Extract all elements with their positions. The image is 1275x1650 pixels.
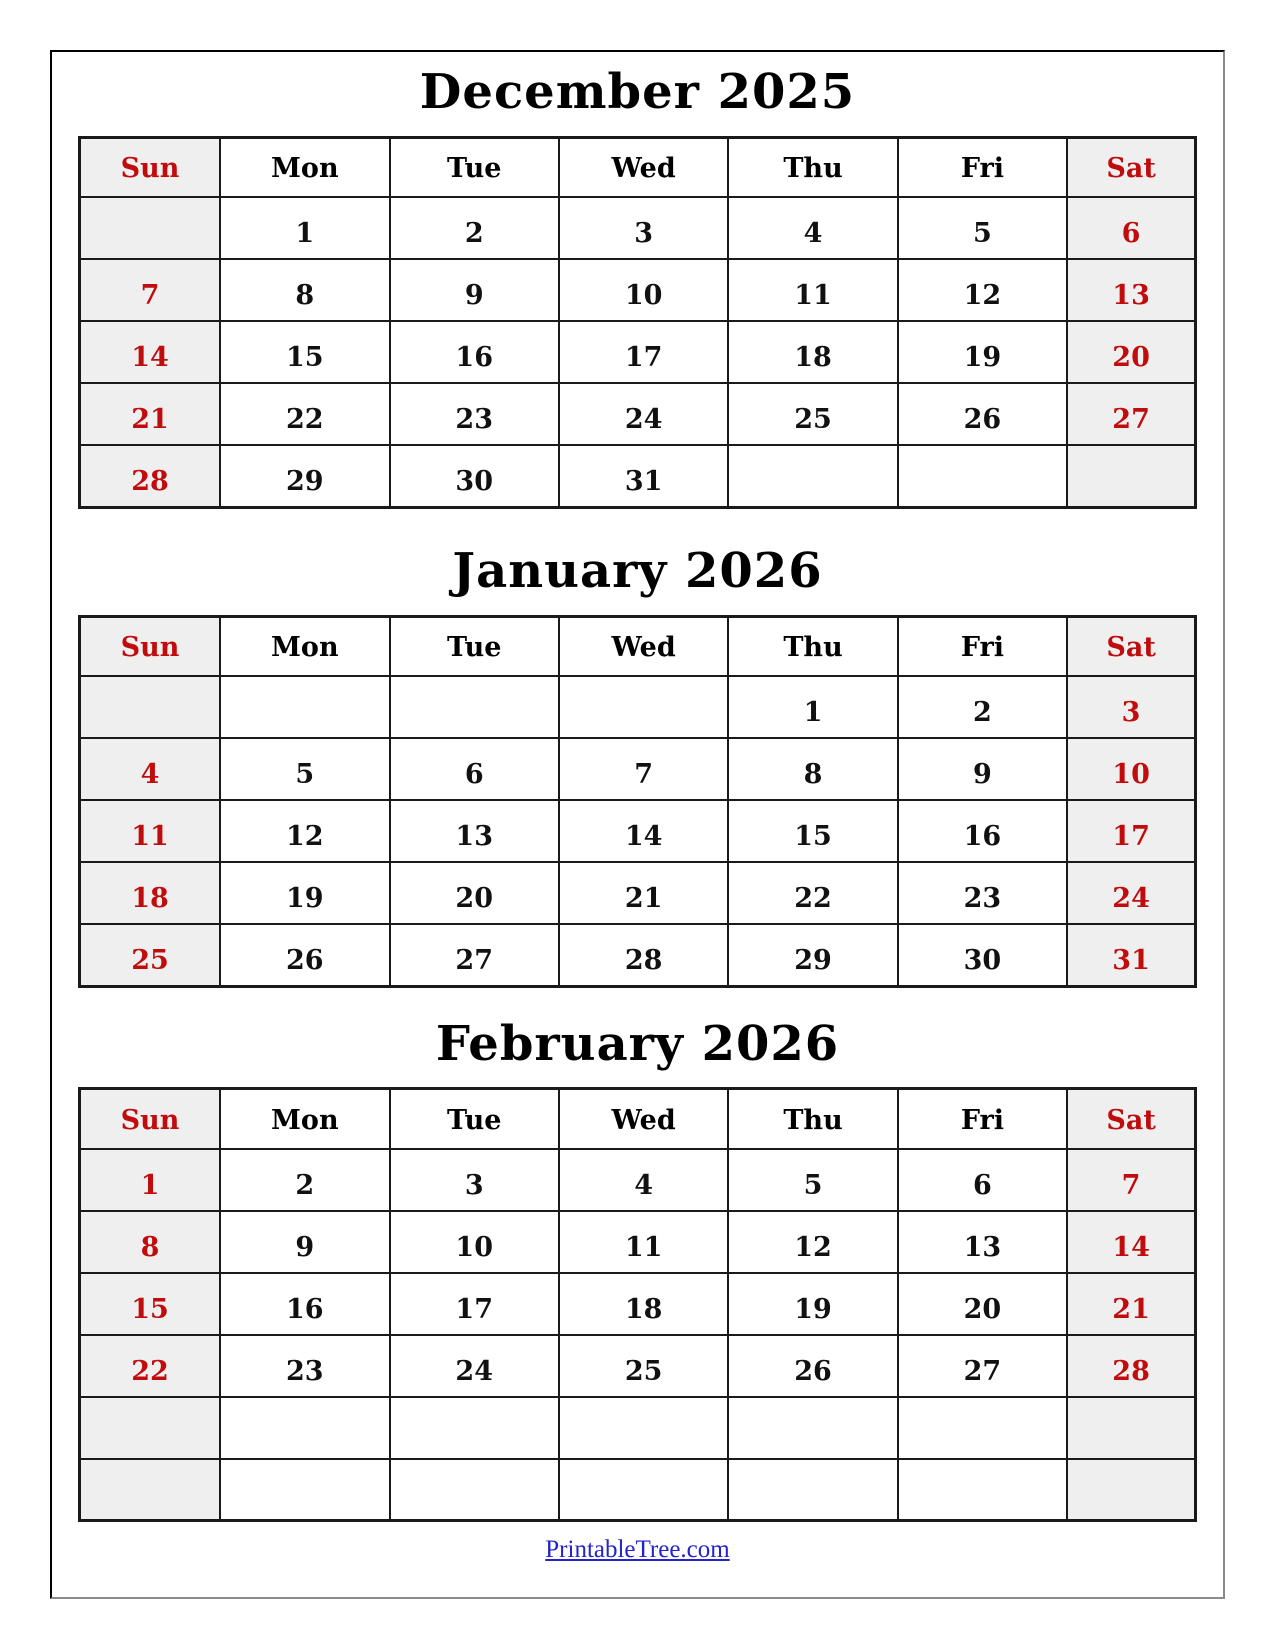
calendar-week-row (80, 1459, 1196, 1521)
day-cell: 23 (220, 1335, 389, 1397)
weekday-header-cell: Sun (80, 616, 221, 676)
day-cell: 14 (1067, 1211, 1195, 1273)
day-cell (728, 445, 897, 507)
day-cell: 16 (390, 321, 559, 383)
calendar-table-february-2026 (78, 1087, 1197, 1522)
calendar-week-row (80, 321, 1196, 383)
day-cell (898, 1459, 1067, 1521)
day-cell (1067, 1459, 1195, 1521)
day-cell: 7 (1067, 1149, 1195, 1211)
day-cell (898, 1397, 1067, 1459)
weekday-header-cell: Wed (559, 1089, 728, 1149)
weekday-header-cell: Sun (80, 137, 221, 197)
day-cell: 26 (728, 1335, 897, 1397)
day-cell: 25 (80, 924, 221, 986)
calendar-week-row (80, 1335, 1196, 1397)
day-cell: 28 (1067, 1335, 1195, 1397)
footer-link[interactable]: PrintableTree.com (545, 1536, 730, 1564)
day-cell: 29 (728, 924, 897, 986)
day-cell: 20 (1067, 321, 1195, 383)
day-cell: 22 (728, 862, 897, 924)
weekday-header-cell: Mon (220, 1089, 389, 1149)
calendar-week-row (80, 738, 1196, 800)
day-cell (559, 676, 728, 738)
day-cell (1067, 1397, 1195, 1459)
day-cell: 22 (220, 383, 389, 445)
day-cell: 18 (728, 321, 897, 383)
calendar-week-row (80, 259, 1196, 321)
day-cell: 10 (1067, 738, 1195, 800)
calendar-week-row (80, 862, 1196, 924)
month-section-february-2026 (78, 1015, 1197, 1523)
day-cell (898, 445, 1067, 507)
weekday-header-cell: Tue (390, 137, 559, 197)
day-cell: 15 (80, 1273, 221, 1335)
day-cell: 5 (898, 197, 1067, 259)
calendar-table-january-2026 (78, 615, 1197, 988)
day-cell: 16 (220, 1273, 389, 1335)
day-cell (728, 1459, 897, 1521)
day-cell: 5 (728, 1149, 897, 1211)
day-cell (220, 1459, 389, 1521)
calendar-week-row (80, 197, 1196, 259)
day-cell: 23 (390, 383, 559, 445)
weekday-header-cell: Thu (728, 137, 897, 197)
day-cell: 23 (898, 862, 1067, 924)
day-cell: 4 (728, 197, 897, 259)
day-cell: 31 (1067, 924, 1195, 986)
day-cell: 24 (559, 383, 728, 445)
day-cell: 19 (220, 862, 389, 924)
calendar-week-row (80, 1211, 1196, 1273)
weekday-header-cell: Mon (220, 616, 389, 676)
day-cell: 29 (220, 445, 389, 507)
calendar-week-row (80, 1149, 1196, 1211)
day-cell (390, 1397, 559, 1459)
day-cell: 12 (898, 259, 1067, 321)
day-cell (390, 1459, 559, 1521)
day-cell: 26 (220, 924, 389, 986)
day-cell: 20 (390, 862, 559, 924)
day-cell: 15 (728, 800, 897, 862)
footer (78, 1536, 1197, 1564)
weekday-header-cell: Sat (1067, 616, 1195, 676)
day-cell: 13 (898, 1211, 1067, 1273)
day-cell: 1 (80, 1149, 221, 1211)
day-cell: 12 (220, 800, 389, 862)
weekday-header-cell: Thu (728, 1089, 897, 1149)
day-cell: 25 (728, 383, 897, 445)
day-cell: 1 (728, 676, 897, 738)
calendar-week-row (80, 445, 1196, 507)
day-cell: 17 (1067, 800, 1195, 862)
day-cell: 1 (220, 197, 389, 259)
weekday-header-cell: Fri (898, 1089, 1067, 1149)
day-cell: 9 (898, 738, 1067, 800)
day-cell: 12 (728, 1211, 897, 1273)
day-cell: 10 (390, 1211, 559, 1273)
day-cell: 27 (1067, 383, 1195, 445)
day-cell: 7 (559, 738, 728, 800)
day-cell: 3 (559, 197, 728, 259)
month-title: December 2025 (419, 64, 856, 120)
day-cell: 22 (80, 1335, 221, 1397)
day-cell: 21 (559, 862, 728, 924)
month-title: February 2026 (435, 1015, 840, 1072)
day-cell: 3 (390, 1149, 559, 1211)
day-cell: 16 (898, 800, 1067, 862)
day-cell: 4 (559, 1149, 728, 1211)
day-cell (390, 676, 559, 738)
day-cell: 3 (1067, 676, 1195, 738)
day-cell: 27 (898, 1335, 1067, 1397)
day-cell (80, 1397, 221, 1459)
weekday-header-cell: Fri (898, 137, 1067, 197)
day-cell: 19 (898, 321, 1067, 383)
day-cell (220, 676, 389, 738)
day-cell: 10 (559, 259, 728, 321)
day-cell: 4 (80, 738, 221, 800)
day-cell (80, 1459, 221, 1521)
day-cell: 9 (220, 1211, 389, 1273)
weekday-header-cell: Tue (390, 1089, 559, 1149)
weekday-header-cell: Sat (1067, 137, 1195, 197)
day-cell: 24 (1067, 862, 1195, 924)
page-frame (50, 50, 1225, 1599)
weekday-header-cell: Tue (390, 616, 559, 676)
day-cell: 2 (898, 676, 1067, 738)
weekday-header-cell: Fri (898, 616, 1067, 676)
day-cell: 28 (559, 924, 728, 986)
day-cell: 20 (898, 1273, 1067, 1335)
weekday-header-cell: Sat (1067, 1089, 1195, 1149)
calendar-week-row (80, 1273, 1196, 1335)
day-cell: 2 (220, 1149, 389, 1211)
day-cell: 24 (390, 1335, 559, 1397)
weekday-header-cell: Thu (728, 616, 897, 676)
day-cell: 18 (559, 1273, 728, 1335)
day-cell (80, 197, 221, 259)
weekday-header-cell: Mon (220, 137, 389, 197)
calendar-table-december-2025 (78, 136, 1197, 509)
calendar-week-row (80, 1397, 1196, 1459)
day-cell: 18 (80, 862, 221, 924)
day-cell: 25 (559, 1335, 728, 1397)
weekday-header-cell: Wed (559, 616, 728, 676)
day-cell: 13 (390, 800, 559, 862)
day-cell: 2 (390, 197, 559, 259)
weekday-header-row (80, 137, 1196, 197)
day-cell (220, 1397, 389, 1459)
day-cell: 5 (220, 738, 389, 800)
day-cell: 9 (390, 259, 559, 321)
day-cell: 6 (898, 1149, 1067, 1211)
day-cell (80, 676, 221, 738)
day-cell (728, 1397, 897, 1459)
day-cell: 28 (80, 445, 221, 507)
day-cell: 8 (728, 738, 897, 800)
weekday-header-cell: Sun (80, 1089, 221, 1149)
day-cell: 14 (80, 321, 221, 383)
calendar-week-row (80, 800, 1196, 862)
day-cell: 6 (390, 738, 559, 800)
day-cell (1067, 445, 1195, 507)
weekday-header-cell: Wed (559, 137, 728, 197)
weekday-header-row (80, 1089, 1196, 1149)
day-cell: 6 (1067, 197, 1195, 259)
day-cell: 8 (220, 259, 389, 321)
day-cell: 21 (80, 383, 221, 445)
calendar-week-row (80, 676, 1196, 738)
day-cell: 31 (559, 445, 728, 507)
day-cell: 21 (1067, 1273, 1195, 1335)
day-cell: 30 (898, 924, 1067, 986)
day-cell: 7 (80, 259, 221, 321)
month-title: January 2026 (452, 542, 823, 599)
day-cell: 17 (559, 321, 728, 383)
day-cell (559, 1459, 728, 1521)
day-cell: 11 (728, 259, 897, 321)
day-cell (559, 1397, 728, 1459)
day-cell: 15 (220, 321, 389, 383)
day-cell: 8 (80, 1211, 221, 1273)
day-cell: 11 (559, 1211, 728, 1273)
month-section-december-2025 (78, 66, 1197, 509)
day-cell: 14 (559, 800, 728, 862)
day-cell: 13 (1067, 259, 1195, 321)
day-cell: 17 (390, 1273, 559, 1335)
calendar-week-row (80, 924, 1196, 986)
day-cell: 27 (390, 924, 559, 986)
day-cell: 30 (390, 445, 559, 507)
day-cell: 26 (898, 383, 1067, 445)
weekday-header-row (80, 616, 1196, 676)
month-section-january-2026 (78, 542, 1197, 988)
day-cell: 11 (80, 800, 221, 862)
day-cell: 19 (728, 1273, 897, 1335)
calendar-week-row (80, 383, 1196, 445)
